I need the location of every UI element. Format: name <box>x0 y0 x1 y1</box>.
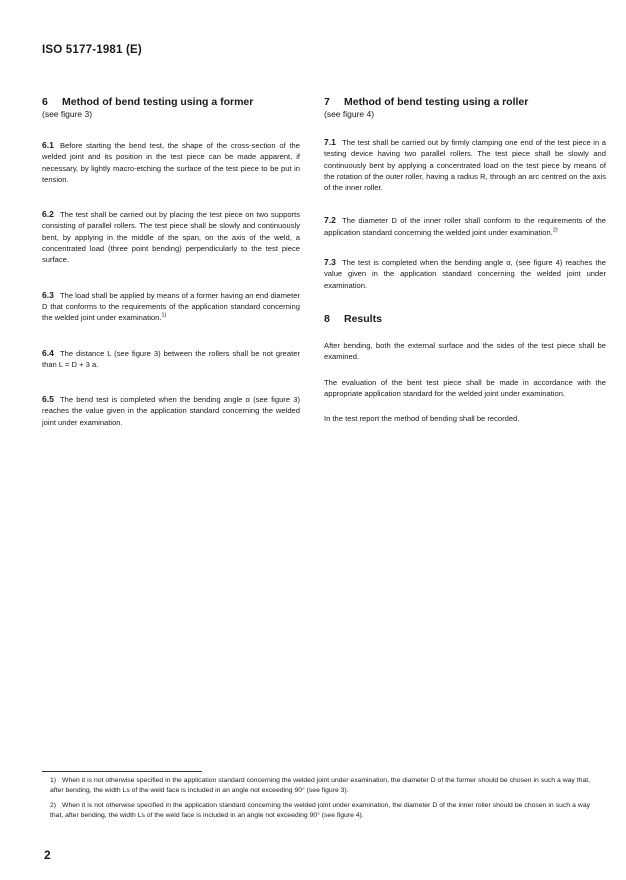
footnote-2 <box>50 801 590 821</box>
paragraph-number: 7.1 <box>324 137 336 147</box>
footnote-ref-2: 2) <box>552 227 558 234</box>
paragraph-number: 6.3 <box>42 289 54 300</box>
paragraph-6-4 <box>42 348 300 371</box>
paragraph-text: The diameter D of the inner roller shall conform to the requirements of the application standard concerning the welded joint under examination. <box>324 216 606 237</box>
footnote-divider <box>42 771 202 772</box>
section-7-title: Method of bend testing using a roller <box>344 96 529 108</box>
section-6-subtitle: (see figure 3) <box>42 109 93 119</box>
paragraph-6-2 <box>42 209 300 265</box>
footnote-text: When it is not otherwise specified in the application standard concerning the welded joint under examination, the diameter D of the inner roller should be chosen in such a way that, after bending, the width Ls of the weld face is included in an angle not exceeding 90° (see figure 4). <box>50 802 590 819</box>
footnote-ref-1: 1) <box>161 312 167 319</box>
paragraph-text: The test is completed when the bending angle α, (see figure 4) reaches the value given in the application standard concerning the welded joint under examination. <box>324 258 606 290</box>
section-7-subtitle: (see figure 4) <box>324 109 375 119</box>
section-6-number: 6 <box>42 96 48 108</box>
footnote-text: When it is not otherwise specified in the application standard concerning the welded joint under examination, the diameter D of the former should be chosen in such a way that, after bending, the width Ls of the weld face is included in an angle not exceeding 90° (see figure 3). <box>50 777 590 794</box>
paragraph-number: 6.5 <box>42 394 54 405</box>
paragraph-number: 6.1 <box>42 140 54 150</box>
paragraph-7-1 <box>324 137 606 193</box>
paragraph-text: The load shall be applied by means of a former having an end diameter D that conforms to the requirements of the application standard concerning the welded joint under examination. <box>42 290 300 323</box>
section-6-title: Method of bend testing using a former <box>62 96 254 108</box>
paragraph-number: 6.4 <box>42 347 54 358</box>
page-number: 2 <box>44 848 51 862</box>
right-column <box>324 96 606 424</box>
paragraph-number: 7.3 <box>324 257 336 268</box>
section-8-number: 8 <box>324 312 330 325</box>
results-paragraph-2: The evaluation of the bent test piece shall be made in accordance with the appropriate application standard for the welded joint under examination. <box>324 377 606 398</box>
results-paragraph-1: After bending, both the external surface and the sides of the test piece shall be examined. <box>324 340 606 362</box>
paragraph-7-3 <box>324 257 606 291</box>
left-column <box>42 96 300 428</box>
paragraph-number: 7.2 <box>324 215 336 226</box>
section-8-title: Results <box>344 312 382 325</box>
paragraph-6-1 <box>42 140 300 185</box>
paragraph-text: Before starting the bend test, the shape of the cross-section of the welded joint and its position in the test piece can be made apparent, if necessary, by lightly macro-etching the surface of the test piece to be put in tension. <box>42 141 300 184</box>
paragraph-6-5 <box>42 394 300 428</box>
paragraph-7-2 <box>324 215 606 238</box>
paragraph-text: The bend test is completed when the bending angle α (see figure 3) reaches the value given in the application standard concerning the welded joint under examination. <box>42 395 300 427</box>
footnote-number: 2) <box>50 802 57 809</box>
footnote-number: 1) <box>50 777 57 784</box>
paragraph-6-3 <box>42 290 300 324</box>
paragraph-text: The test shall be carried out by placing the test piece on two supports consisting of parallel rollers. The test piece shall be slowly and continuously bent, by applying in the middle of the span, on the axis of the weld, a concentrated load (three point bending) perpendicularly to the test piece surface. <box>42 210 300 265</box>
paragraph-text: The distance L (see figure 3) between the rollers shall be not greater than L = D + 3 a. <box>42 348 300 369</box>
results-paragraph-3: In the test report the method of bending shall be recorded. <box>324 414 520 424</box>
document-header: ISO 5177-1981 (E) <box>42 44 142 56</box>
section-7-number: 7 <box>324 96 330 108</box>
section-8-heading <box>324 313 606 326</box>
section-7-heading <box>324 96 606 109</box>
paragraph-text: The test shall be carried out by firmly clamping one end of the test piece in a testing device having two parallel rollers. The test piece shall be slowly and continuously bent by applying a concentrated load on the test piece by means of the rotation of the outer roller, having a radius R, through an arc centred on the axis of the inner roller. <box>324 138 606 193</box>
footnote-1 <box>50 776 590 796</box>
section-6-heading <box>42 96 300 109</box>
paragraph-number: 6.2 <box>42 209 54 220</box>
